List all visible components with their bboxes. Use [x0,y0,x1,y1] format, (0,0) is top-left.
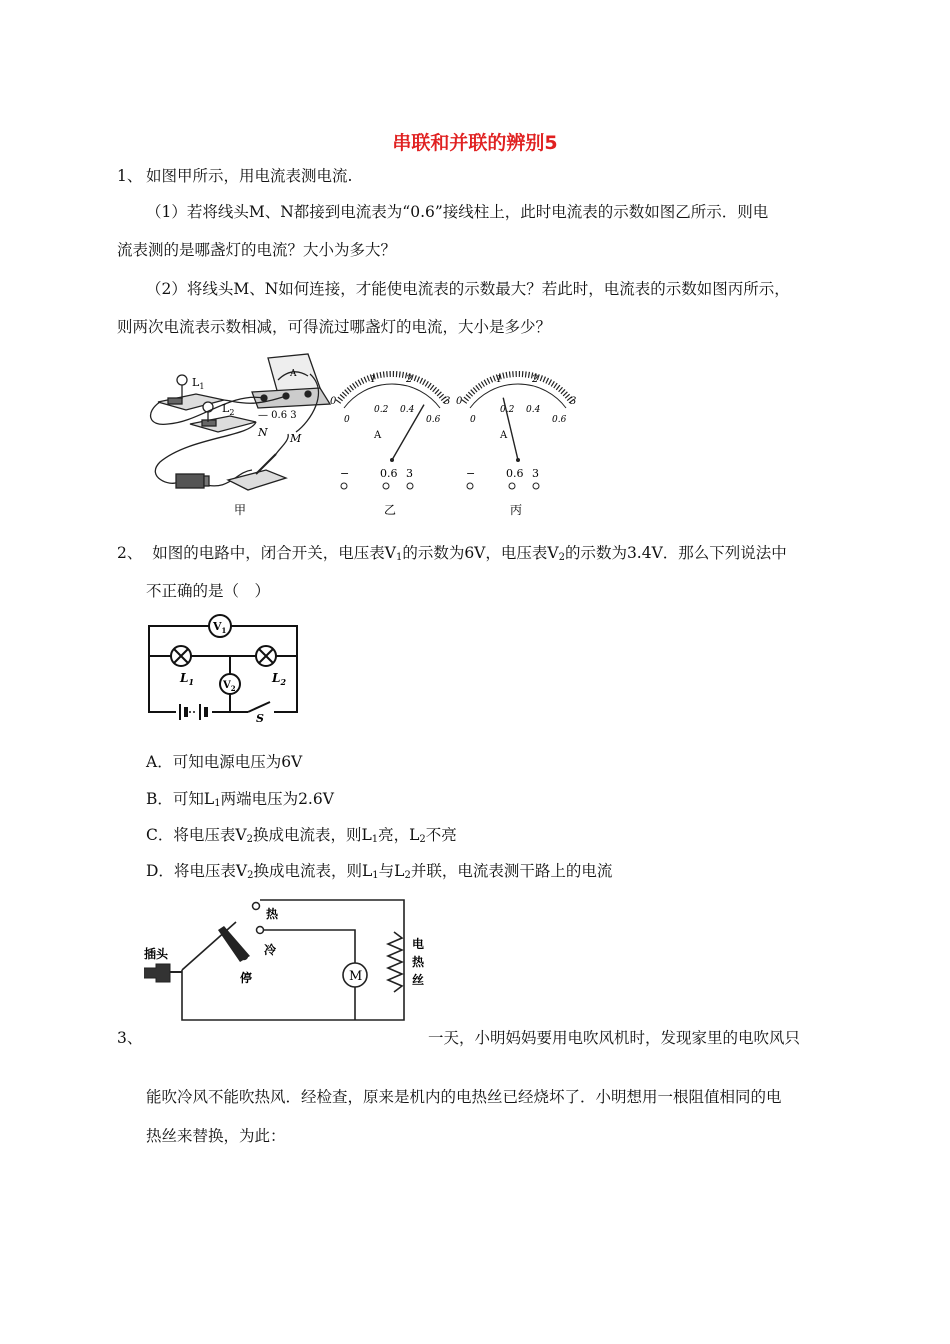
scale-bottom-0: 0 [470,415,476,425]
lamp1-label: $L_1$ [192,376,205,391]
caption-yi: 乙 [384,503,397,517]
q3-hairdryer-circuit-figure [140,892,435,1028]
scale-top-0: 0 [456,396,463,407]
plug-label: 插头 [144,947,169,961]
page-title: 串联和并联的辨别5 [392,132,558,154]
v1-label: $V_1$ [213,620,227,635]
wire-n-label: N [258,426,268,439]
v2-label: $V_2$ [223,680,236,693]
scale-top-3: 3 [444,396,451,407]
scale-bottom-04: 0.4 [400,405,415,415]
ammeter-box-letter: A [290,369,297,379]
l2-label: $L_2$ [272,671,287,687]
q2-line1: 2、 如图的电路中，闭合开关，电压表$V_1$的示数为6V，电压表$V_2$的示数为3.4V．那么下列说法中 [117,544,787,563]
terminal-3-bing: 3 [532,467,539,480]
motor-label: M [349,969,363,984]
q2-option-b: B．可知$L_1$两端电压为2.6V [146,790,334,809]
heater-label-2: 热 [412,955,425,969]
scale-bottom-02: 0.2 [374,405,389,415]
q1-part2-line2: 则两次电流表示数相减，可得流过哪盏灯的电流，大小是多少？ [117,318,552,336]
scale-top-2: 2 [532,374,539,385]
hot-label: 热 [266,907,279,921]
q1-part1-line1: （1）若将线头M、N都接到电流表为“0.6”接线柱上，此时电流表的示数如图乙所示．则电 [146,203,769,221]
caption-bing: 丙 [510,503,523,517]
switch-label: S [256,712,264,722]
q3-line3: 热丝来替换，为此： [146,1127,286,1145]
scale-top-3: 3 [570,396,577,407]
scale-bottom-0: 0 [344,415,350,425]
scale-top-0: 0 [330,396,337,407]
q2-option-c: C．将电压表$V_2$换成电流表，则$L_1$亮，$L_2$不亮 [146,826,457,845]
q1-intro: 如图甲所示，用电流表测电流. [146,167,353,185]
q1-number: 1、 [117,167,143,185]
terminal-minus-bing: − [466,467,476,480]
q3-number: 3、 [117,1029,143,1047]
q2-number: 2、 [117,544,143,562]
caption-jia: 甲 [234,503,247,517]
scale-bottom-02: 0.2 [500,405,515,415]
q3-line1: 一天，小明妈妈要用电吹风机时，发现家里的电吹风只 [428,1029,801,1047]
q1-circuit-figure [140,352,580,517]
ammeter-bing [456,374,576,517]
terminal-3-yi: 3 [406,467,413,480]
q2-circuit-figure [144,612,304,722]
ammeter-terminals-label: — 0.6 3 [258,410,297,421]
scale-top-1: 1 [370,374,377,385]
scale-bottom-06: 0.6 [426,415,441,425]
q1-part2-line1: （2）将线头M、N如何连接，才能使电流表的示数最大？若此时，电流表的示数如图丙所示， [146,280,790,298]
meter-yi-letter: A [374,430,382,441]
q1-part1-line2: 流表测的是哪盏灯的电流？大小为多大？ [117,241,397,259]
lamp2-label: $L_2$ [222,402,235,417]
heater-label-3: 丝 [412,973,425,987]
wire-m-label: M [290,432,302,445]
terminal-06-yi: 0.6 [380,467,398,480]
q3-line2: 能吹冷风不能吹热风．经检查，原来是机内的电热丝已经烧坏了．小明想用一根阻值相同的电 [146,1088,782,1106]
scale-bottom-06: 0.6 [552,415,567,425]
q2-line2: 不正确的是（ ） [146,582,271,600]
cold-label: 冷 [264,943,277,957]
scale-bottom-04: 0.4 [526,405,541,415]
q2-option-a: A．可知电源电压为6V [146,753,303,771]
meter-bing-letter: A [500,430,508,441]
ammeter-yi [330,374,450,517]
heater-label-1: 电 [412,937,425,951]
scale-top-2: 2 [406,374,413,385]
terminal-06-bing: 0.6 [506,467,524,480]
terminal-minus-yi: − [340,467,350,480]
scale-top-1: 1 [496,374,503,385]
l1-label: $L_1$ [180,671,195,687]
q2-option-d: D．将电压表$V_2$换成电流表，则$L_1$与$L_2$并联，电流表测干路上的电流 [146,862,613,881]
standby-label: 停 [240,971,253,985]
